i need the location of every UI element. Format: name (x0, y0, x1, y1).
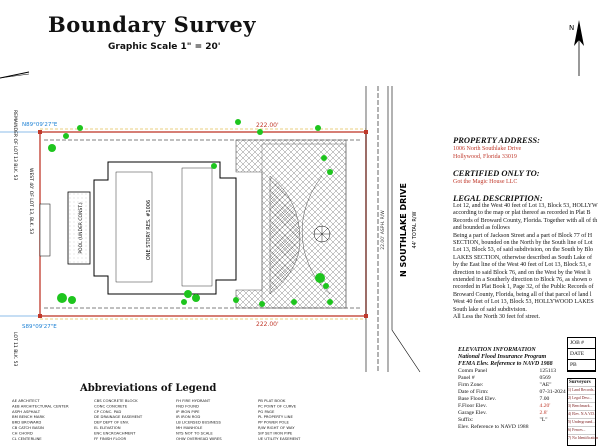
tree-icon (327, 299, 333, 305)
date-label: DATE (568, 349, 595, 360)
surveyors-notes (567, 378, 596, 446)
elevation-row (458, 368, 569, 375)
job-box (567, 337, 596, 372)
elevation-row (458, 375, 569, 382)
abbreviation-item: SIP SET IRON PIPE (258, 430, 293, 436)
elevation-value: 2.8' (539, 410, 548, 416)
street-row-half-label: 22.00' ASPH. R/W (381, 210, 386, 250)
legal-line: and bounded as follows (453, 225, 510, 232)
abbreviation-item: R/W RIGHT OF WAY (258, 425, 295, 430)
house-footprint (94, 162, 236, 294)
elevation-row (458, 389, 569, 396)
abbreviation-item: NTS NOT TO SCALE (176, 430, 213, 436)
tree-icon (323, 283, 329, 289)
tree-icon (315, 273, 325, 283)
legal-line: LAKES SECTION, otherwise described as South Lake of (453, 254, 592, 261)
legal-line: Lot 12, and the West 40 feet of Lot 13, Block 53, HOLLYW (453, 203, 598, 209)
surveyor-note: 7) No Identification (568, 436, 598, 440)
elevation-label: Garage Elev. (458, 410, 487, 416)
job-label: JOB # (568, 338, 595, 349)
abbreviation-item: CB CATCH BASIN (12, 425, 44, 430)
legal-line: South lake of said subdivision. (453, 306, 527, 313)
abbreviation-item: LB LICENSED BUSINESS (176, 419, 221, 425)
abbreviation-item: PL PROPERTY LINE (258, 414, 293, 420)
bearing-bottom: S89°09'27"E (22, 324, 57, 330)
pb-label: PB (568, 360, 595, 371)
elevation-label: Date of Firm: (458, 389, 489, 395)
abbreviation-item: DEP DEPT OF ENV. (94, 419, 129, 425)
tree-icon (259, 301, 265, 307)
elevation-row (458, 424, 569, 431)
surveyor-note: 2) Legal Desc... (568, 394, 595, 402)
elevation-row (458, 382, 569, 389)
surveyor-note: 1) Land Records... (568, 388, 597, 392)
legal-line: Being a part of Jackson Street and a part of Block 77 of H (453, 232, 593, 239)
property-address-line1: 1006 North Southlake Drive (453, 146, 522, 152)
dimension-bottom: 222.00' (256, 321, 279, 328)
elevation-label: Base Flood Elev. (458, 396, 497, 402)
tree-icon (181, 299, 187, 305)
abbreviation-item: BRD BROWARD (12, 419, 42, 425)
bearing-top: N89°09'27"E (22, 122, 58, 128)
elevation-label: F.Floor Elev. (458, 403, 487, 409)
elevation-label: Firm Zone: (458, 382, 484, 388)
surveyor-note: 4) Elev. N.A.V.D. (568, 412, 595, 416)
elevation-program: National Flood Insurance Program (458, 354, 547, 360)
tree-icon (327, 169, 333, 175)
pool-label: POOL (UNDER CONST.) (79, 202, 84, 254)
property-address-line2: Hollywood, Florida 33019 (453, 154, 517, 160)
elevation-reference: FEMA Elev. Reference to NAVD 1988 (458, 361, 553, 367)
elevation-row (458, 417, 569, 424)
lot-label-mid: WEST 40' OF LOT 13, BLK. 53 (28, 168, 33, 235)
elevation-value: 125113 (539, 368, 557, 374)
dimension-top: 222.00' (256, 122, 279, 129)
tree-icon (321, 155, 327, 161)
abbreviation-item: OHW OVERHEAD WIRES (176, 435, 222, 441)
legal-line: Lot 13, Block 53, of said subdivision, on the South by Blo (453, 247, 594, 254)
abbreviation-item: ENC ENCROACHMENT (94, 430, 136, 436)
elevation-label: Panel # (458, 375, 475, 381)
abbreviation-item: PG PAGE (258, 408, 275, 414)
abbreviation-item: CH CHORD (12, 430, 33, 436)
surveyor-note: 5) Underground... (568, 420, 596, 424)
legal-description-body (453, 203, 598, 322)
lot-label-bottom: LOT 11 BLK. 53 (12, 332, 17, 367)
tree-icon (233, 297, 239, 303)
abbreviations-heading: Abbreviations of Legend (80, 383, 217, 394)
property-address-heading: PROPERTY ADDRESS: (453, 135, 540, 145)
abbreviation-item: EL ELEVATION (94, 425, 121, 430)
abbreviation-item: CP CONC. PAD (94, 408, 122, 414)
north-label: N (569, 24, 575, 32)
abbreviation-item: DE DRAINAGE EASEMENT (94, 414, 143, 420)
legal-line: direction to said Block 76, and on the West by the West li (453, 269, 591, 276)
surveyor-note: 6) Fences... (568, 426, 595, 434)
legal-line: extended in a Southerly direction to Block 76, as shown o (453, 277, 592, 284)
abbreviation-item: CL CENTERLINE (12, 435, 42, 441)
tree-icon (211, 163, 217, 169)
abbreviation-item: IP IRON PIPE (176, 408, 200, 414)
tree-icon (291, 299, 297, 305)
abbreviation-item: AE ARCHITECT (12, 398, 40, 403)
north-arrow-icon (566, 18, 592, 80)
legal-line: by the East line of the West 40 feet of Lot 13, Block 53, e (453, 262, 592, 269)
legal-line: SECTION, bounded on the North by the South line of Lot (453, 240, 593, 247)
north-arrow-left-icon (0, 44, 30, 80)
tree-icon (257, 129, 263, 135)
legal-description-heading: LEGAL DESCRIPTION: (453, 193, 543, 203)
elevation-row (458, 410, 569, 417)
elevation-label: Suffix: (458, 417, 474, 423)
abbreviation-item: AEB ARCHITECTURAL CENTER (12, 403, 69, 409)
abbreviation-item: BM BENCH MARK (12, 414, 45, 420)
abbreviations-legend (8, 397, 338, 443)
tree-icon (68, 296, 76, 304)
surveyors-heading: Surveyors (569, 380, 591, 385)
abbreviation-item: CONC CONCRETE (94, 403, 128, 409)
abbreviation-item: UE UTILITY EASEMENT (258, 435, 301, 441)
legal-line: Records of Broward County, Florida. Together with all of th (453, 217, 598, 224)
house-label: ONE STORY RES. #1006 (146, 199, 152, 261)
tree-icon (235, 119, 241, 125)
elevation-label: Elev. Reference to NAVD 1988 (458, 424, 529, 430)
abbreviation-item: FND FOUND (176, 403, 199, 409)
abbreviation-item: MH MANHOLE (176, 425, 203, 430)
elevation-label: Comm Panel (458, 368, 488, 374)
surveyor-note: 3) Benchmark... (568, 402, 595, 410)
tree-icon (192, 294, 200, 302)
legal-line: Broward County, Florida, being all of that parcel of land l (453, 291, 592, 298)
elevation-table (458, 368, 569, 431)
abbreviation-item: FH FIRE HYDRANT (176, 398, 211, 403)
certified-line1: Got the Magic House LLC (453, 179, 518, 185)
tree-icon (63, 133, 69, 139)
elevation-value: "AE" (539, 382, 552, 388)
elevation-value: 7.00 (539, 396, 550, 402)
elevation-value: "L" (539, 417, 548, 423)
elevation-value: 0569 (539, 375, 551, 381)
tree-icon (48, 144, 56, 152)
elevation-value: 07-31-2024 (539, 389, 566, 395)
graphic-scale: Graphic Scale 1" = 20' (108, 42, 221, 52)
tree-icon (57, 293, 67, 303)
abbreviation-item: FF FINISH FLOOR (94, 435, 127, 441)
elevation-value: 4.20' (539, 403, 551, 409)
abbreviation-item: PB PLAT BOOK (258, 398, 286, 403)
legal-line: according to the map or plat thereof as recorded in Plat B (453, 210, 591, 217)
abbreviation-item: CBS CONCRETE BLOCK (94, 398, 138, 403)
tree-icon (77, 125, 83, 131)
legal-line: West 40 feet of Lot 13, Block 53, HOLLYWOOD LAKES (453, 299, 594, 306)
elevation-heading: ELEVATION INFORMATION (458, 347, 536, 353)
elevation-value (532, 424, 569, 431)
elevation-row (458, 403, 569, 410)
tree-icon (315, 125, 321, 131)
certified-heading: CERTIFIED ONLY TO: (453, 168, 540, 178)
street-row-label: 44' TOTAL R/W (412, 211, 418, 249)
abbreviation-item: IR IRON ROD (176, 414, 201, 420)
street-name: N SOUTHLAKE DRIVE (399, 183, 408, 277)
elevation-row (458, 396, 569, 403)
page-title: Boundary Survey (48, 12, 256, 37)
abbreviation-item: PC POINT OF CURVE (258, 403, 297, 409)
abbreviation-item: ASPH ASPHALT (12, 408, 41, 414)
tree-icon (184, 290, 192, 298)
lot-label-top: REMAINDER OF LOT 13 BLK. 53 (12, 110, 17, 181)
legal-line: recorded in Plat Book 1, Page 32, of the Public Records of (453, 284, 594, 291)
abbreviation-item: PP POWER POLE (258, 419, 289, 425)
legal-line: All Less the North 30 feet fof street. (453, 314, 540, 321)
